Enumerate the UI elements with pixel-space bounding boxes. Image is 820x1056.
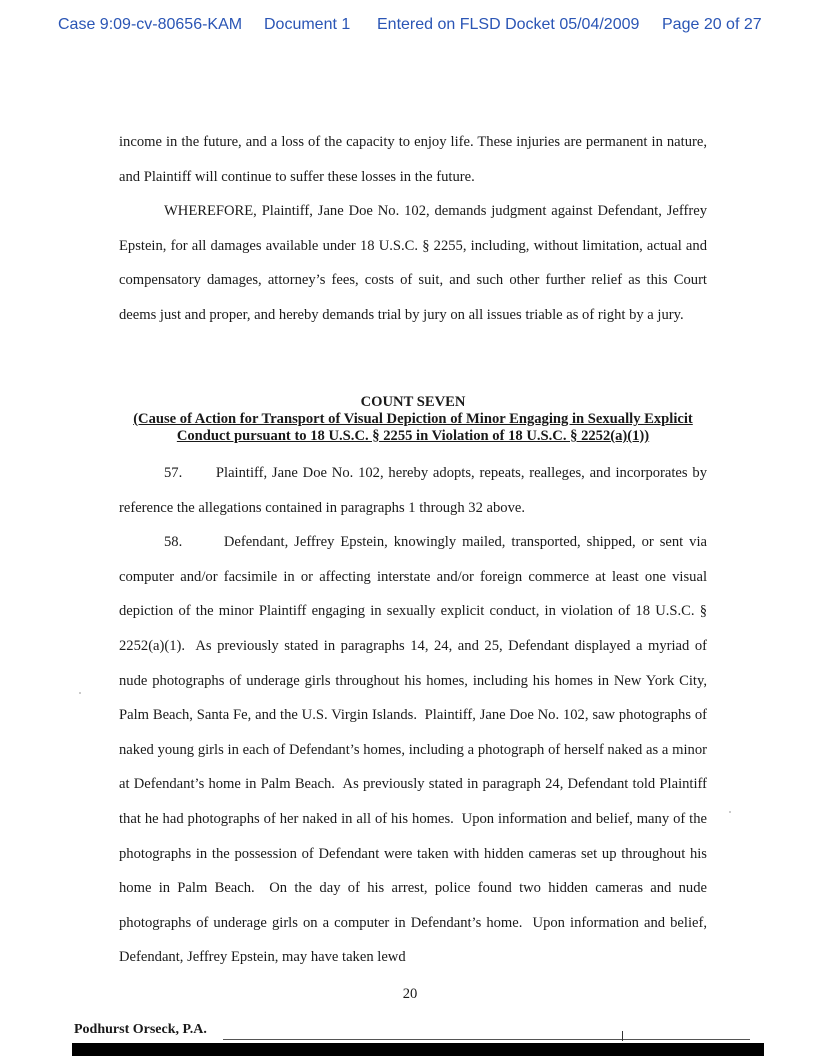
scan-speck <box>729 811 731 813</box>
scan-speck <box>79 692 81 694</box>
page-number: 20 <box>402 986 418 1002</box>
wherefore-paragraph: WHEREFORE, Plaintiff, Jane Doe No. 102, demands judgment against Defendant, Jeffrey Epstein, for all damages available under 18 U.S.C. § 2255, including, without limitation, actual and compensatory damages, attorney’s fees, costs of suit, and such other further relief as this Court deems just and proper, and hereby demands trial by jury on all issues triable as of right by a jury. <box>119 203 707 323</box>
paragraph-continuation: income in the future, and a loss of the capacity to enjoy life. These injuries are permanent in nature, and Plaintiff will continue to suffer these losses in the future. <box>119 134 707 185</box>
document-number: Document 1 <box>264 16 351 33</box>
case-number: Case 9:09-cv-80656-KAM <box>58 16 243 33</box>
count-subheading: (Cause of Action for Transport of Visual Depiction of Minor Engaging in Sexually Explicit Conduct pursuant to 18 U.S.C. § 2255 in Violation of 18 U.S.C. § 2252(a)(1)) <box>133 411 693 444</box>
footer-rule <box>223 1039 750 1040</box>
paragraph-57: 57. Plaintiff, Jane Doe No. 102, hereby adopts, repeats, realleges, and incorporates by reference the allegations contained in paragraphs 1 through 32 above. <box>119 465 711 516</box>
page-indicator: Page 20 of 27 <box>662 16 762 33</box>
docket-entry-date: Entered on FLSD Docket 05/04/2009 <box>377 16 640 33</box>
footer-tick-mark <box>622 1031 623 1041</box>
footer-firm-name: Podhurst Orseck, P.A. <box>74 1022 207 1037</box>
body-text-top <box>119 125 707 333</box>
footer-black-bar <box>72 1043 764 1056</box>
body-text-bottom <box>119 456 711 975</box>
count-heading: COUNT SEVEN <box>360 394 466 410</box>
paragraph-58: 58. Defendant, Jeffrey Epstein, knowingly mailed, transported, shipped, or sent via computer and/or facsimile in or affecting interstate and/or foreign commerce at least one visual depiction of the minor Plaintiff engaging in sexually explicit conduct, in violation of 18 U.S.C. § 2252(a)(1). As previously stated in paragraphs 14, 24, and 25, Defendant displayed a myriad of nude photographs of underage girls throughout his homes, including his homes in New York City, Palm Beach, Santa Fe, and the U.S. Virgin Islands. Plaintiff, Jane Doe No. 102, saw photographs of naked young girls in each of Defendant’s homes, including a photograph of herself naked as a minor at Defendant’s home in Palm Beach. As previously stated in paragraph 24, Defendant told Plaintiff that he had photographs of her naked in all of his homes. Upon information and belief, many of the photographs in the possession of Defendant were taken with hidden cameras set up throughout his home in Palm Beach. On the day of his arrest, police found two hidden cameras and nude photographs of underage girls on a computer in Defendant’s home. Upon information and belief, Defendant, Jeffrey Epstein, may have taken lewd <box>119 534 711 966</box>
